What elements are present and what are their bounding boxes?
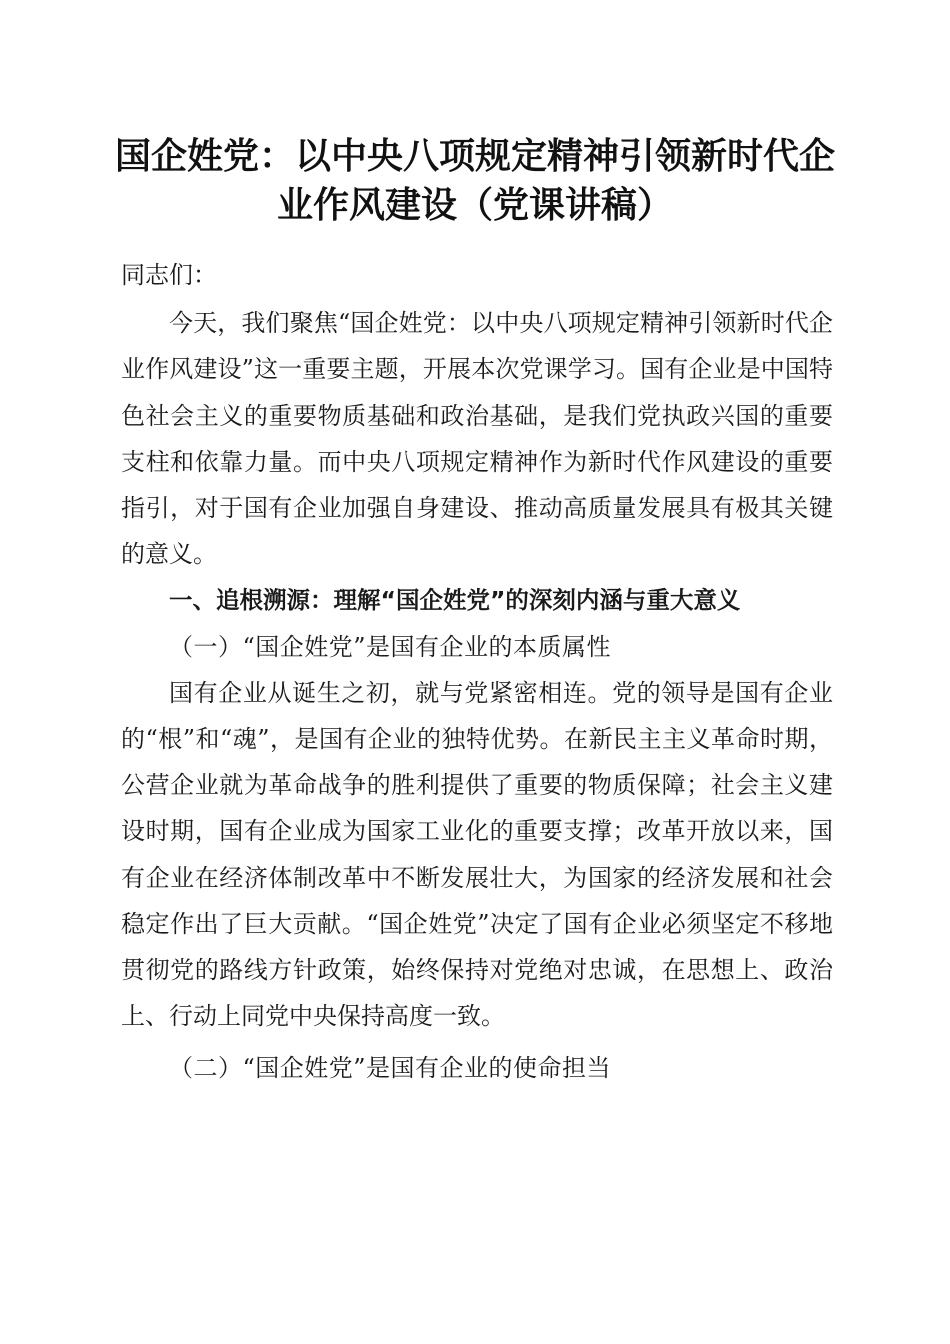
title-line-2: 业作风建设（党课讲稿）	[276, 185, 673, 226]
salutation: 同志们：	[121, 261, 217, 289]
intro-paragraph: 今天，我们聚焦“国企姓党：以中央八项规定精神引领新时代企业作风建设”这一重要主题，开展本次党课学习。国有企业是中国特色社会主义的重要物质基础和政治基础，是我们党执政兴国的重要支柱和依靠力量。而中央八项规定精神作为新时代作风建设的重要指引，对于国有企业加强自身建设、推动高质量发展具有极其关键的意义。	[121, 309, 833, 569]
subsection-1-paragraph: 国有企业从诞生之初，就与党紧密相连。党的领导是国有企业的“根”和“魂”，是国有企业的独特优势。在新民主主义革命时期，公营企业就为革命战争的胜利提供了重要的物质保障；社会主义建设时期，国有企业成为国家工业化的重要支撑；改革开放以来，国有企业在经济体制改革中不断发展壮大，为国家的经济发展和社会稳定作出了巨大贡献。“国企姓党”决定了国有企业必须坚定不移地贯彻党的路线方针政策，始终保持对党绝对忠诚，在思想上、政治上、行动上同党中央保持高度一致。	[121, 678, 833, 1031]
document-title	[100, 132, 850, 230]
title-line-1: 国企姓党：以中央八项规定精神引领新时代企	[114, 136, 835, 177]
section-1-heading: 一、追根溯源：理解“国企姓党”的深刻内涵与重大意义	[169, 586, 741, 615]
document-body	[121, 252, 833, 1092]
subsection-2-heading: （二）“国企姓党”是国有企业的使命担当	[169, 1054, 612, 1083]
subsection-1-heading: （一）“国企姓党”是国有企业的本质属性	[169, 632, 612, 661]
